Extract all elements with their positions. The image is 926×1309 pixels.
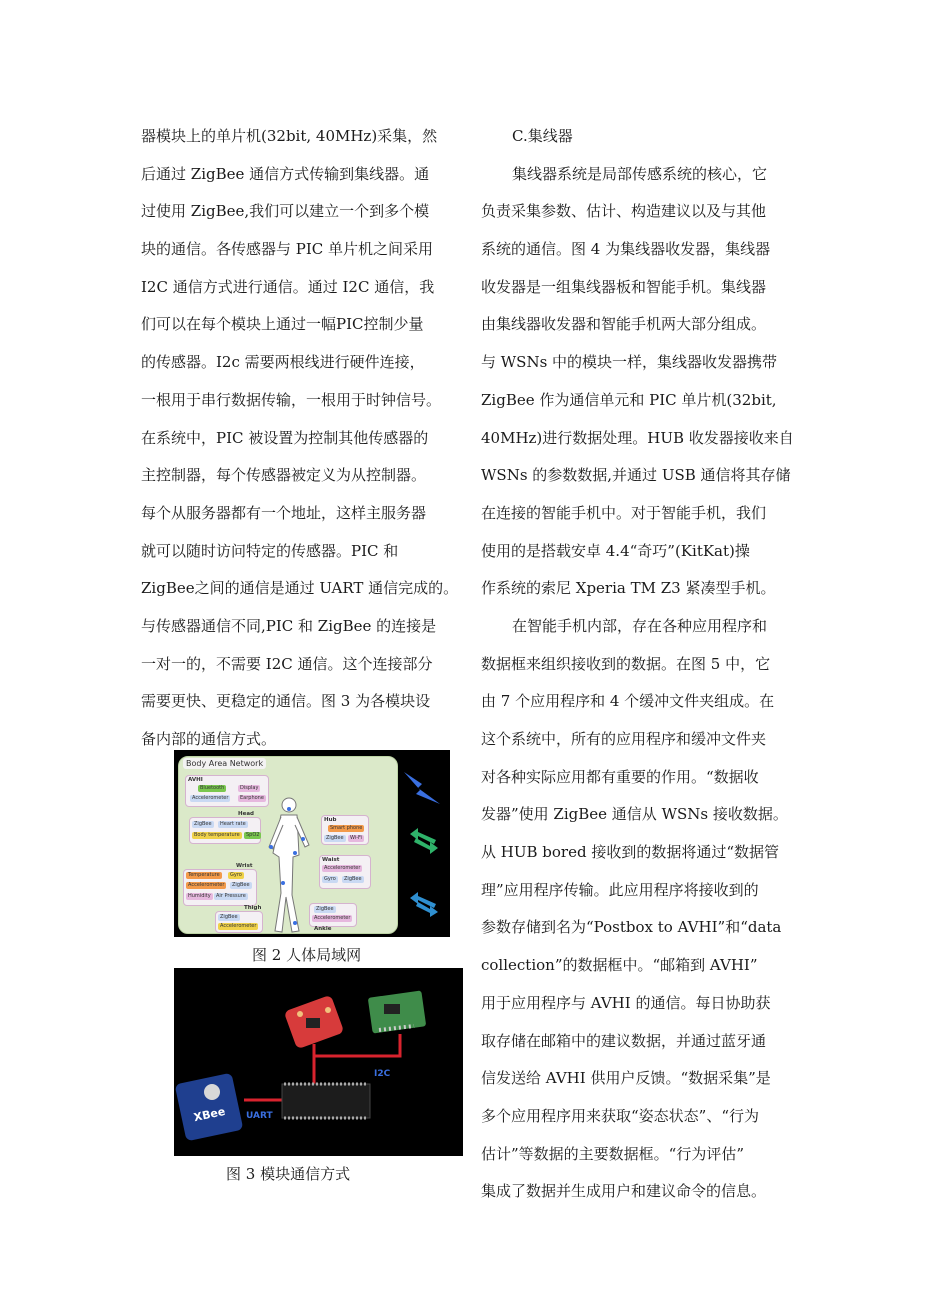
bidirectional-arrow-icon — [406, 826, 442, 856]
figure3-caption: 图 3 模块通信方式 — [226, 1165, 351, 1183]
chip: ZigBee — [220, 914, 238, 920]
sensor-board-red-icon — [284, 995, 345, 1050]
i2c-label: I2C — [374, 1069, 391, 1079]
chip: Humidity — [188, 893, 211, 899]
chip: Bluetooth — [200, 785, 225, 791]
ban-panel — [178, 756, 398, 934]
text-line: 集成了数据并生成用户和建议命令的信息。 — [481, 1182, 767, 1201]
chip: Accelerometer — [188, 882, 225, 888]
text-line: 备内部的通信方式。 — [141, 730, 277, 748]
text-line: 过使用 ZigBee,我们可以建立一个到多个模 — [141, 202, 430, 221]
text-line: 需要更快、更稳定的通信。图 3 为各模块设 — [141, 692, 431, 711]
chip: ZigBee — [344, 876, 362, 882]
text-line: 在连接的智能手机中。对于智能手机，我们 — [481, 503, 767, 522]
text-line: 块的通信。各传感器与 PIC 单片机之间采用 — [141, 240, 434, 259]
text-line: 系统的通信。图 4 为集线器收发器，集线器 — [481, 240, 771, 259]
human-figure-icon — [259, 795, 319, 935]
group-avhi — [185, 775, 269, 807]
group-wrist — [183, 863, 257, 906]
text-line: 与 WSNs 中的模块一样，集线器收发器携带 — [481, 353, 778, 372]
text-line: 器模块上的单片机(32bit, 40MHz)采集，然 — [141, 127, 438, 145]
text-line: 后通过 ZigBee 通信方式传输到集线器。通 — [141, 164, 430, 183]
left-column — [141, 118, 459, 759]
text-line: 40MHz)进行数据处理。HUB 收发器接收来自 — [481, 428, 794, 447]
sensor-board-green-icon — [368, 990, 426, 1033]
chip: Smart phone — [330, 825, 363, 831]
text-line: 由 7 个应用程序和 4 个缓冲文件夹组成。在 — [481, 692, 775, 711]
text-line: 集线器系统是局部传感系统的核心，它 — [512, 164, 768, 183]
group-label: Ankle — [314, 926, 332, 932]
figure2-caption: 图 2 人体局域网 — [252, 946, 362, 964]
text-line: I2C 通信方式进行通信。通过 I2C 通信，我 — [141, 277, 435, 296]
text-line: 由集线器收发器和智能手机两大部分组成。 — [481, 315, 767, 334]
group-hub — [321, 815, 369, 845]
text-line: 的传感器。I2c 需要两根线进行硬件连接， — [141, 353, 425, 372]
chip: ZigBee — [316, 906, 334, 912]
text-line: ZigBee 作为通信单元和 PIC 单片机(32bit, — [481, 390, 777, 409]
chip: Accelerometer — [324, 865, 361, 871]
xbee-module-icon — [175, 1073, 244, 1142]
group-label: Hub — [324, 817, 337, 823]
chip: Gyro — [324, 876, 336, 882]
chip: Earphone — [240, 795, 264, 801]
module-diagram — [174, 968, 463, 1156]
figure-body-area-network — [174, 750, 450, 937]
text-line: 信发送给 AVHI 供用户反馈。“数据采集”是 — [481, 1069, 771, 1088]
chip: Accelerometer — [314, 915, 351, 921]
text-line: 一根用于串行数据传输，一根用于时钟信号。 — [141, 390, 442, 409]
text-line: 从 HUB bored 接收到的数据将通过“数据管 — [481, 843, 780, 862]
group-head — [189, 811, 261, 844]
figure-module-communication — [174, 968, 463, 1156]
text-line: 估计”等数据的主要数据框。“行为评估” — [481, 1144, 745, 1163]
text-line: 对各种实际应用都有重要的作用。“数据收 — [481, 767, 759, 786]
chip: Heart rate — [220, 821, 246, 827]
group-label: Waist — [322, 857, 340, 863]
text-line: 每个从服务器都有一个地址，这样主服务器 — [141, 503, 427, 522]
chip: Display — [240, 785, 259, 791]
chip: Body temperature — [194, 832, 240, 838]
text-line: WSNs 的参数数据,并通过 USB 通信将其存储 — [481, 466, 791, 485]
uart-label: UART — [246, 1111, 273, 1121]
text-line: 发器”使用 ZigBee 通信从 WSNs 接收数据。 — [481, 805, 788, 824]
group-label: AVHI — [188, 777, 203, 783]
text-line: 作系统的索尼 Xperia TM Z3 紧凑型手机。 — [481, 579, 776, 598]
text-line: 与传感器通信不同,PIC 和 ZigBee 的连接是 — [141, 616, 437, 635]
chip: Accelerometer — [192, 795, 229, 801]
xbee-label: XBee — [192, 1104, 227, 1125]
text-line: 一对一的，不需要 I2C 通信。这个连接部分 — [141, 654, 433, 673]
chip: ZigBee — [326, 835, 344, 841]
text-line: 们可以在每个模块上通过一幅PIC控制少量 — [141, 315, 424, 334]
text-line: ZigBee之间的通信是通过 UART 通信完成的。 — [141, 579, 459, 598]
bidirectional-arrow-icon — [406, 888, 442, 918]
text-line: 参数存储到名为“Postbox to AVHI”和“data — [481, 918, 782, 937]
text-line: 用于应用程序与 AVHI 的通信。每日协助获 — [481, 993, 771, 1012]
group-waist — [319, 855, 371, 889]
ban-title: Body Area Network — [183, 758, 266, 769]
section-heading: C.集线器 — [512, 127, 573, 145]
text-line: 取存储在邮箱中的建议数据，并通过蓝牙通 — [481, 1031, 767, 1050]
chip: ZigBee — [194, 821, 212, 827]
chip: Gyro — [230, 872, 242, 878]
text-line: 主控制器，每个传感器被定义为从控制器。 — [141, 466, 427, 485]
text-line: 在智能手机内部，存在各种应用程序和 — [512, 616, 768, 635]
chip: ZigBee — [232, 882, 250, 888]
text-line: 这个系统中，所有的应用程序和缓冲文件夹 — [481, 730, 767, 748]
group-thigh — [215, 905, 263, 933]
text-line: collection”的数据框中。“邮箱到 AVHI” — [481, 956, 758, 975]
text-line: 收发器是一组集线器板和智能手机。集线器 — [481, 277, 767, 296]
text-line: 数据框来组织接收到的数据。在图 5 中，它 — [481, 654, 771, 673]
text-line: 在系统中，PIC 被设置为控制其他传感器的 — [141, 428, 429, 447]
text-line: 多个应用程序用来获取“姿态状态”、“行为 — [481, 1106, 760, 1125]
text-line: 就可以随时访问特定的传感器。PIC 和 — [141, 541, 399, 560]
chip: SpO2 — [246, 832, 260, 838]
group-label: Thigh — [244, 905, 262, 911]
chip: Air Pressure — [216, 893, 246, 899]
text-line: 负责采集参数、估计、构造建议以及与其他 — [481, 202, 767, 221]
chip: Temperature — [188, 872, 220, 878]
chip: Accelerometer — [220, 923, 257, 929]
wireless-bolt-icon — [400, 766, 444, 810]
right-column — [481, 118, 794, 1211]
text-line: 使用的是搭载安卓 4.4“奇巧”(KitKat)操 — [481, 541, 750, 560]
chip: Wi-Fi — [350, 835, 362, 841]
group-label: Head — [238, 811, 254, 817]
group-label: Wrist — [236, 863, 253, 869]
text-line: 理”应用程序传输。此应用程序将接收到的 — [481, 880, 759, 899]
pic-microcontroller-icon — [282, 1084, 370, 1118]
